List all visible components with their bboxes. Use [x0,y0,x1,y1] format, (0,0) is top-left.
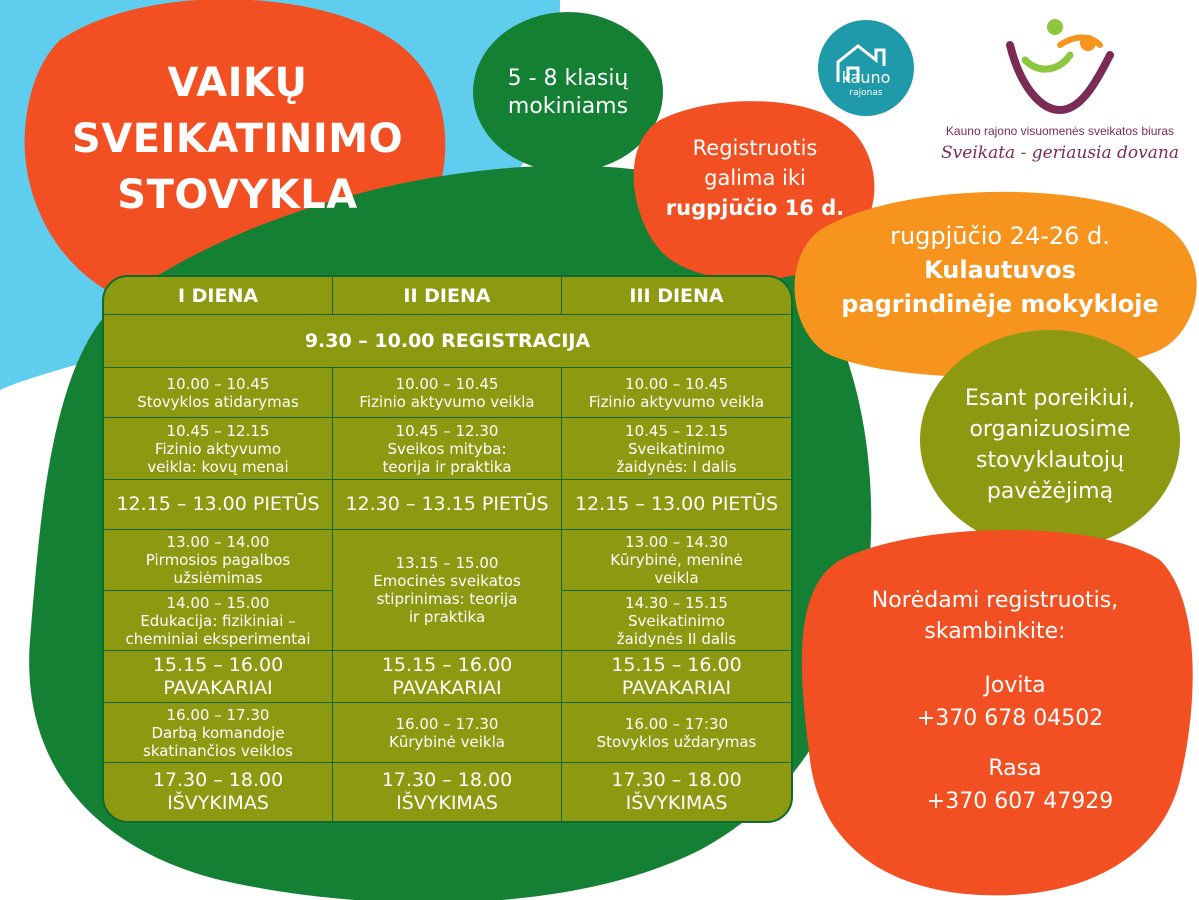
contacts-intro-line-2: skambinkite: [924,619,1066,644]
transport-line-2: organizuosime [969,417,1131,442]
title-line-2: SVEIKATINIMO [71,116,404,162]
schedule-cell: 13.00 – 14.00 Pirmosios pagalbos užsiėmimas [104,530,333,591]
transport-line-4: pavėžėjimą [986,479,1114,504]
schedule-cell: 17.30 – 18.00 IŠVYKIMAS [104,763,333,821]
event-dates: rugpjūčio 24-26 d. [890,222,1110,250]
schedule-cell: 15.15 – 16.00 PAVAKARIAI [562,651,791,703]
contact-phone-2[interactable]: +370 607 47929 [926,789,1114,814]
lunch-cell: 12.15 – 13.00 PIETŪS [562,480,791,530]
schedule-cell: 15.15 – 16.00 PAVAKARIAI [333,651,562,703]
registration-row [104,315,791,368]
deadline-line-1: Registruotis [692,136,818,160]
schedule-cell: 14.00 – 15.00 Edukacija: fizikiniai – cheminiai eksperimentai [104,591,333,651]
title-line-1: VAIKŲ [167,60,308,106]
schedule-row [104,530,791,591]
contact-name-2: Rasa [988,756,1042,781]
contacts-intro [830,585,1160,647]
schedule-table [102,275,793,823]
lunch-cell: 12.30 – 13.15 PIETŪS [333,480,562,530]
schedule-cell: 17.30 – 18.00 IŠVYKIMAS [611,769,742,814]
snack-row [104,651,791,703]
day-3-header: III DIENA [562,277,791,315]
health-bureau-icon [1000,15,1120,115]
day-2-header: II DIENA [333,277,562,315]
schedule-cell: 10.45 – 12.15 Fizinio aktyvumo veikla: kovų menai [104,418,333,480]
schedule-cell: 13.00 – 14.30 Kūrybinė, meninė veikla [562,530,791,591]
health-bureau-slogan: Sveikata - geriausia dovana [941,143,1179,163]
contact-phone-1[interactable]: +370 678 04502 [916,706,1104,731]
schedule-cell: 17.30 – 18.00 IŠVYKIMAS [333,763,562,821]
schedule-cell: 14.30 – 15.15 Sveikatinimo žaidynės II dalis [562,591,791,651]
transport-info [930,375,1170,515]
day-1-header: I DIENA [104,277,333,315]
schedule-cell: 13.15 – 15.00 Emocinės sveikatos stiprinimas: teorija ir praktika [333,530,562,651]
grades-text [478,58,658,128]
deadline-line-2: galima iki [704,166,806,190]
schedule-cell: 10.45 – 12.30 Sveikos mityba: teorija ir praktika [333,418,562,480]
schedule-cell: 10.45 – 12.15 Sveikatinimo žaidynės: I dalis [562,418,791,480]
event-info [810,210,1190,330]
departure-row [104,763,791,821]
transport-line-1: Esant poreikiui, [965,386,1135,411]
schedule-header-row [104,277,791,315]
logo-kauno-text: kauno [841,68,891,87]
event-place-1: Kulautuvos [924,256,1076,284]
schedule-cell: 10.00 – 10.45 Stovyklos atidarymas [104,368,333,418]
kauno-rajonas-logo [818,20,914,116]
event-place-2: pagrindinėje mokykloje [841,290,1159,318]
deadline-date: rugpjūčio 16 d. [665,196,845,220]
schedule-cell: 10.00 – 10.45 Fizinio aktyvumo veikla [333,368,562,418]
grades-line-2: mokiniams [507,94,629,119]
contact-name-1: Jovita [984,673,1046,698]
schedule-cell: 10.00 – 10.45 Fizinio aktyvumo veikla [562,368,791,418]
schedule-row [104,703,791,763]
schedule-cell: 16.00 – 17:30 Stovyklos uždarymas [562,703,791,763]
schedule-cell: 16.00 – 17.30 Kūrybinė veikla [333,703,562,763]
logo-rajonas-text: rajonas [849,88,883,98]
schedule-cell: 15.15 – 16.00 PAVAKARIAI [104,651,333,703]
transport-line-3: stovyklautojų [975,448,1124,473]
camp-title [40,55,435,223]
schedule-row [104,418,791,480]
lunch-cell: 12.15 – 13.00 PIETŪS [104,480,333,530]
registration-cell: 9.30 – 10.00 REGISTRACIJA [104,315,791,368]
health-bureau-name: Kauno rajono visuomenės sveikatos biuras [945,124,1175,138]
title-line-3: STOVYKLA [117,172,358,218]
schedule-row [104,368,791,418]
grades-line-1: 5 - 8 klasių [507,66,629,91]
contacts-intro-line-1: Norėdami registruotis, [871,588,1119,613]
lunch-row [104,480,791,530]
schedule-cell: 16.00 – 17.30 Darbą komandoje skatinančios veiklos [104,703,333,763]
